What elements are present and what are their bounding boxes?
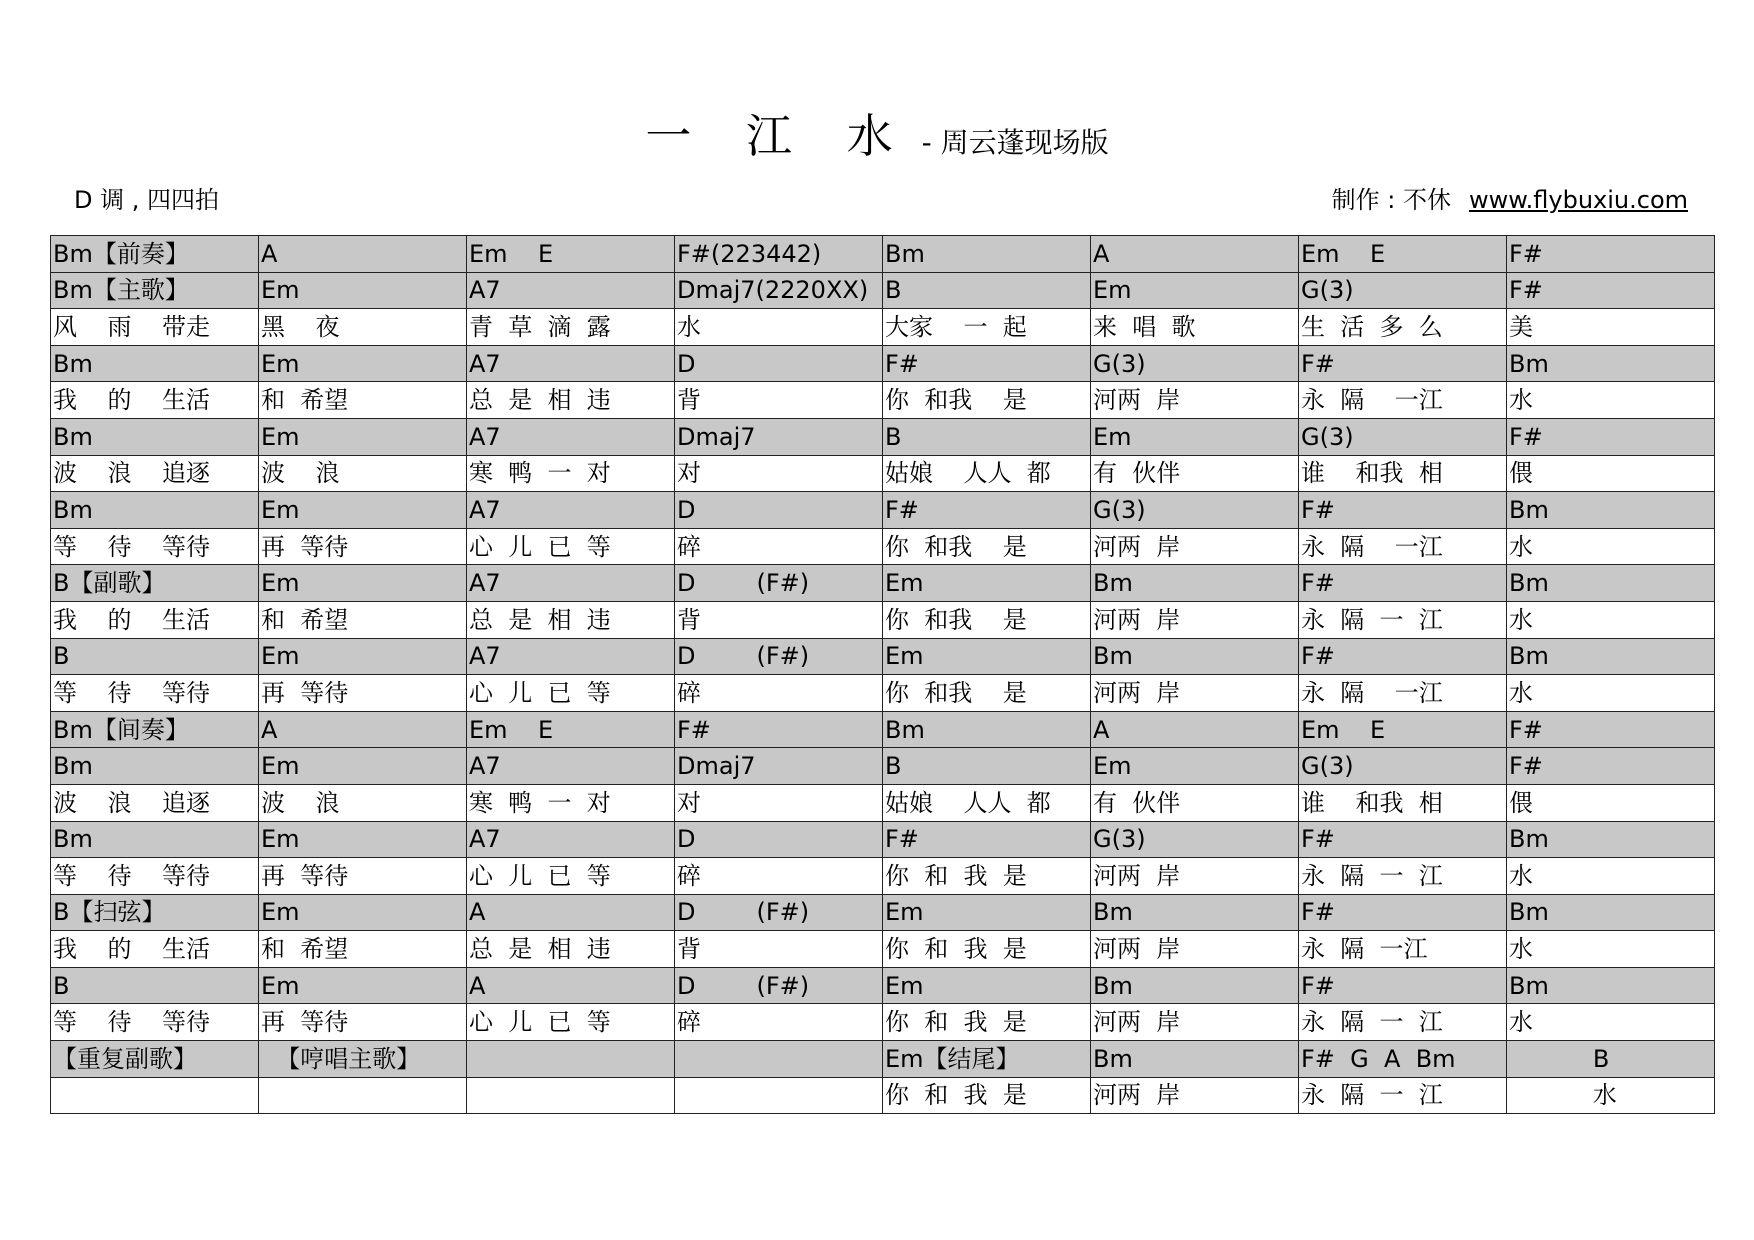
lyric-cell: 水 [1507, 528, 1715, 565]
chord-cell: G(3) [1299, 748, 1507, 785]
chord-cell: D (F#) [675, 967, 883, 1004]
lyric-cell: 你 和我 是 [883, 382, 1091, 419]
chord-cell: F# [1507, 236, 1715, 273]
chord-cell: Bm [883, 711, 1091, 748]
chord-cell: B [883, 418, 1091, 455]
chord-cell: Em [259, 967, 467, 1004]
chord-cell: G(3) [1299, 418, 1507, 455]
chord-cell: B【副歌】 [51, 565, 259, 602]
chord-cell: D [675, 492, 883, 529]
chord-cell: A7 [467, 492, 675, 529]
chord-cell: Bm [51, 418, 259, 455]
lyric-cell: 水 [1507, 931, 1715, 968]
chord-cell: F# [1299, 894, 1507, 931]
chord-cell: Em [259, 272, 467, 309]
chord-cell: Bm [883, 236, 1091, 273]
chord-cell: A7 [467, 418, 675, 455]
lyric-row [51, 382, 1715, 419]
chord-cell: F# [1507, 418, 1715, 455]
chord-cell: Bm [1091, 967, 1299, 1004]
lyric-cell: 水 [1507, 675, 1715, 712]
song-subtitle: - 周云蓬现场版 [912, 126, 1109, 159]
chord-row [51, 272, 1715, 309]
lyric-cell: 永 隔 一 江 [1299, 1077, 1507, 1114]
chord-cell: D [675, 345, 883, 382]
chord-cell: Em E [1299, 711, 1507, 748]
chord-cell: D [675, 821, 883, 858]
lyric-cell: 永 隔 一江 [1299, 528, 1507, 565]
lyric-cell: 和 希望 [259, 382, 467, 419]
key-signature: D 调 , 四四拍 [74, 186, 219, 214]
lyric-row [51, 1004, 1715, 1041]
chord-cell: Em E [1299, 236, 1507, 273]
chord-row [51, 711, 1715, 748]
lyric-cell: 永 隔 一 江 [1299, 858, 1507, 895]
lyric-cell: 等 待 等待 [51, 1004, 259, 1041]
chord-cell: D (F#) [675, 894, 883, 931]
chord-cell: F# [675, 711, 883, 748]
chord-cell [467, 1041, 675, 1078]
lyric-cell: 有 伙伴 [1091, 784, 1299, 821]
lyric-cell: 心 儿 已 等 [467, 675, 675, 712]
chord-cell: Em [883, 967, 1091, 1004]
lyric-cell: 谁 和我 相 [1299, 784, 1507, 821]
lyric-cell: 河两 岸 [1091, 601, 1299, 638]
lyric-cell: 你 和我 是 [883, 528, 1091, 565]
chord-cell: Em [883, 894, 1091, 931]
lyric-cell: 河两 岸 [1091, 1004, 1299, 1041]
chord-row [51, 748, 1715, 785]
lyric-cell: 姑娘 人人 都 [883, 455, 1091, 492]
chord-row [51, 492, 1715, 529]
lyric-cell [51, 1077, 259, 1114]
lyric-cell: 我 的 生活 [51, 931, 259, 968]
chord-cell: Em [1091, 272, 1299, 309]
chord-cell: G(3) [1091, 821, 1299, 858]
chord-cell: A7 [467, 345, 675, 382]
lyric-cell: 我 的 生活 [51, 382, 259, 419]
chord-row [51, 236, 1715, 273]
lyric-cell: 黑 夜 [259, 309, 467, 346]
chord-cell: A7 [467, 748, 675, 785]
lyric-cell: 寒 鸭 一 对 [467, 784, 675, 821]
lyric-cell: 我 的 生活 [51, 601, 259, 638]
lyric-cell: 永 隔 一江 [1299, 675, 1507, 712]
lyric-cell: 河两 岸 [1091, 931, 1299, 968]
chord-cell: B【扫弦】 [51, 894, 259, 931]
lyric-cell: 背 [675, 931, 883, 968]
song-title-main: 一 江 水 [645, 109, 913, 163]
chord-cell: F# [1299, 638, 1507, 675]
chord-cell: Em E [467, 711, 675, 748]
lyric-cell: 永 隔 一 江 [1299, 601, 1507, 638]
lyric-cell: 波 浪 [259, 455, 467, 492]
chord-cell: F# G A Bm [1299, 1041, 1507, 1078]
lyric-cell: 姑娘 人人 都 [883, 784, 1091, 821]
chord-cell: Em E [467, 236, 675, 273]
chord-cell: A7 [467, 272, 675, 309]
lyric-cell: 美 [1507, 309, 1715, 346]
chord-cell: Bm [51, 748, 259, 785]
chord-cell: Em【结尾】 [883, 1041, 1091, 1078]
chord-cell: Bm [1091, 1041, 1299, 1078]
lyric-cell: 等 待 等待 [51, 858, 259, 895]
lyric-cell: 碎 [675, 858, 883, 895]
lyric-cell: 碎 [675, 528, 883, 565]
chord-cell: Bm [1507, 894, 1715, 931]
lyric-cell: 大家 一 起 [883, 309, 1091, 346]
chord-cell: F# [1299, 492, 1507, 529]
lyric-cell: 河两 岸 [1091, 858, 1299, 895]
lyric-cell: 背 [675, 382, 883, 419]
lyric-cell: 总 是 相 违 [467, 382, 675, 419]
chord-cell: Em [883, 638, 1091, 675]
chord-cell: G(3) [1091, 345, 1299, 382]
chord-cell: Em [259, 821, 467, 858]
chord-row [51, 821, 1715, 858]
chord-cell: Bm [1507, 345, 1715, 382]
lyric-cell: 再 等待 [259, 528, 467, 565]
lyric-cell: 你 和 我 是 [883, 858, 1091, 895]
lyric-cell: 有 伙伴 [1091, 455, 1299, 492]
chord-row [51, 565, 1715, 602]
lyric-cell: 水 [1507, 858, 1715, 895]
chord-cell: Bm [1507, 821, 1715, 858]
chord-cell: F# [1507, 748, 1715, 785]
chord-cell: A [1091, 711, 1299, 748]
lyric-cell: 碎 [675, 1004, 883, 1041]
chord-cell: Bm [1091, 565, 1299, 602]
chord-cell: Bm [1091, 638, 1299, 675]
lyric-row [51, 931, 1715, 968]
lyric-cell: 和 希望 [259, 601, 467, 638]
chord-cell: D (F#) [675, 638, 883, 675]
lyric-cell [675, 1077, 883, 1114]
lyric-cell: 河两 岸 [1091, 382, 1299, 419]
chord-cell: G(3) [1299, 272, 1507, 309]
chord-cell: 【哼唱主歌】 [259, 1041, 467, 1078]
chord-cell: B [51, 967, 259, 1004]
chord-cell: B [883, 748, 1091, 785]
lyric-cell: 波 浪 [259, 784, 467, 821]
author-credit: 制作 : 不休 [1331, 186, 1451, 214]
chord-cell: Bm【前奏】 [51, 236, 259, 273]
chord-cell: B [883, 272, 1091, 309]
lyric-cell: 总 是 相 违 [467, 601, 675, 638]
lyric-cell: 你 和 我 是 [883, 1004, 1091, 1041]
lyric-cell: 总 是 相 违 [467, 931, 675, 968]
lyric-cell: 对 [675, 455, 883, 492]
lyric-cell: 心 儿 已 等 [467, 1004, 675, 1041]
lyric-row [51, 1077, 1715, 1114]
chord-cell: Bm [51, 821, 259, 858]
chord-cell: F# [1299, 345, 1507, 382]
lyric-row [51, 601, 1715, 638]
chord-cell: A [259, 236, 467, 273]
lyric-cell: 水 [1507, 1077, 1715, 1114]
chord-cell: F# [883, 345, 1091, 382]
lyric-cell: 再 等待 [259, 1004, 467, 1041]
chord-cell: Bm [1507, 565, 1715, 602]
lyric-row [51, 528, 1715, 565]
lyric-cell: 水 [1507, 382, 1715, 419]
chord-cell: G(3) [1091, 492, 1299, 529]
chord-cell: Em [1091, 418, 1299, 455]
lyric-cell: 等 待 等待 [51, 528, 259, 565]
chord-cell: B [1507, 1041, 1715, 1078]
chord-cell: Bm [51, 492, 259, 529]
lyric-cell: 和 希望 [259, 931, 467, 968]
lyric-cell [259, 1077, 467, 1114]
chord-cell: 【重复副歌】 [51, 1041, 259, 1078]
lyric-cell: 水 [675, 309, 883, 346]
lyric-cell: 波 浪 追逐 [51, 784, 259, 821]
lyric-row [51, 309, 1715, 346]
lyric-cell: 青 草 滴 露 [467, 309, 675, 346]
lyric-cell: 你 和我 是 [883, 675, 1091, 712]
chord-cell: B [51, 638, 259, 675]
chord-cell: A7 [467, 821, 675, 858]
chord-cell: F# [1507, 711, 1715, 748]
lyric-cell: 永 隔 一江 [1299, 931, 1507, 968]
chord-cell: Bm [51, 345, 259, 382]
chord-cell: Bm [1507, 492, 1715, 529]
chord-cell: Em [883, 565, 1091, 602]
lyric-cell: 心 儿 已 等 [467, 858, 675, 895]
chord-cell: Bm [1091, 894, 1299, 931]
lyric-row [51, 858, 1715, 895]
chord-row [51, 345, 1715, 382]
chord-cell: A [1091, 236, 1299, 273]
chord-cell: Dmaj7 [675, 418, 883, 455]
lyric-cell: 来 唱 歌 [1091, 309, 1299, 346]
lyric-cell: 河两 岸 [1091, 675, 1299, 712]
lyric-cell [467, 1077, 675, 1114]
chord-cell: Em [259, 345, 467, 382]
lyric-cell: 再 等待 [259, 858, 467, 895]
lyric-cell: 永 隔 一江 [1299, 382, 1507, 419]
chord-cell: Dmaj7(2220XX) [675, 272, 883, 309]
chord-cell: F# [1299, 967, 1507, 1004]
lyric-row [51, 675, 1715, 712]
chord-cell: Em [259, 748, 467, 785]
chord-row [51, 638, 1715, 675]
chord-cell: Em [259, 565, 467, 602]
chord-cell: F# [1507, 272, 1715, 309]
lyric-cell: 碎 [675, 675, 883, 712]
lyric-cell: 你 和 我 是 [883, 1077, 1091, 1114]
lyric-cell: 波 浪 追逐 [51, 455, 259, 492]
website-link[interactable]: www.flybuxiu.com [1468, 186, 1688, 214]
lyric-cell: 风 雨 带走 [51, 309, 259, 346]
chord-cell: F# [883, 821, 1091, 858]
chord-cell: A7 [467, 638, 675, 675]
chord-cell: Bm [1507, 967, 1715, 1004]
chord-cell: A [467, 894, 675, 931]
chord-cell: F# [883, 492, 1091, 529]
lyric-cell: 河两 岸 [1091, 1077, 1299, 1114]
lyric-cell: 你 和 我 是 [883, 931, 1091, 968]
chord-cell: D (F#) [675, 565, 883, 602]
chord-cell: A7 [467, 565, 675, 602]
chord-cell: Bm【主歌】 [51, 272, 259, 309]
lyric-cell: 等 待 等待 [51, 675, 259, 712]
lyric-cell: 心 儿 已 等 [467, 528, 675, 565]
chord-cell: Em [259, 492, 467, 529]
lyric-cell: 对 [675, 784, 883, 821]
lyric-cell: 水 [1507, 601, 1715, 638]
lyric-row [51, 784, 1715, 821]
lyric-cell: 背 [675, 601, 883, 638]
chord-row [51, 418, 1715, 455]
lyric-cell: 你 和我 是 [883, 601, 1091, 638]
chord-sheet-table [50, 235, 1715, 1114]
lyric-row [51, 455, 1715, 492]
chord-row [51, 894, 1715, 931]
chord-cell: Em [259, 638, 467, 675]
chord-cell: Bm [1507, 638, 1715, 675]
lyric-cell: 偎 [1507, 784, 1715, 821]
credit-line [1332, 180, 1688, 215]
lyric-cell: 偎 [1507, 455, 1715, 492]
chord-cell: A [259, 711, 467, 748]
chord-cell: F# [1299, 821, 1507, 858]
lyric-cell: 水 [1507, 1004, 1715, 1041]
chord-cell: Em [1091, 748, 1299, 785]
lyric-cell: 再 等待 [259, 675, 467, 712]
chord-cell: Em [259, 894, 467, 931]
chord-cell: Dmaj7 [675, 748, 883, 785]
lyric-cell: 生 活 多 么 [1299, 309, 1507, 346]
song-title [0, 100, 1754, 166]
lyric-cell: 谁 和我 相 [1299, 455, 1507, 492]
lyric-cell: 河两 岸 [1091, 528, 1299, 565]
chord-cell [675, 1041, 883, 1078]
chord-row [51, 1041, 1715, 1078]
chord-row [51, 967, 1715, 1004]
chord-cell: Em [259, 418, 467, 455]
chord-cell: Bm【间奏】 [51, 711, 259, 748]
lyric-cell: 寒 鸭 一 对 [467, 455, 675, 492]
chord-cell: F# [1299, 565, 1507, 602]
chord-cell: A [467, 967, 675, 1004]
chord-cell: F#(223442) [675, 236, 883, 273]
lyric-cell: 永 隔 一 江 [1299, 1004, 1507, 1041]
